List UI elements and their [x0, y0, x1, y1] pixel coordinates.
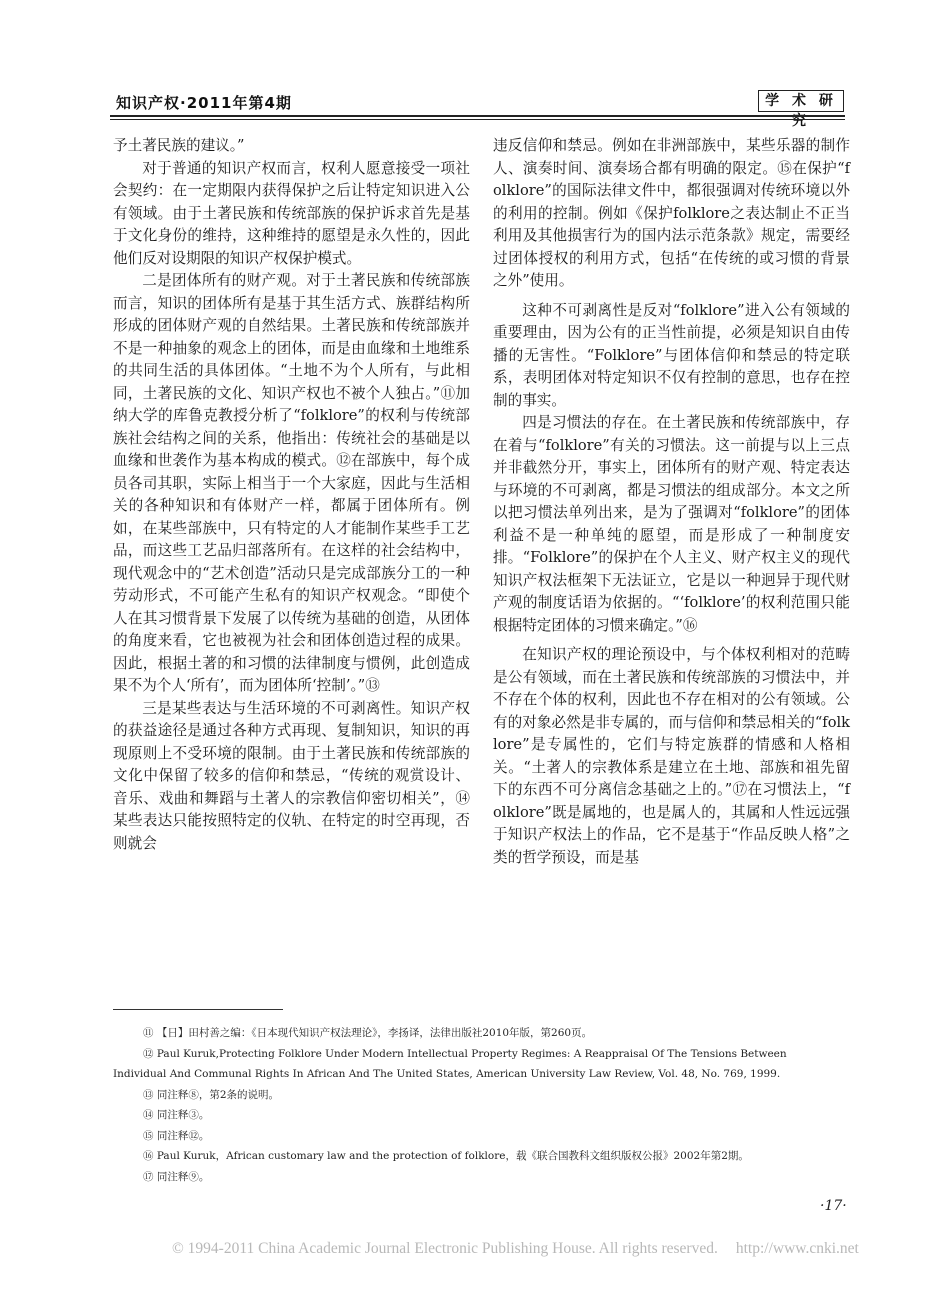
footnote: ⑰ 同注释⑨。	[143, 1170, 210, 1183]
header-rule-thin	[110, 119, 845, 120]
page-number: ·17·	[820, 1198, 847, 1214]
paragraph: 这种不可剥离性是反对“folklore”进入公有领域的重要理由，因为公有的正当性前提，必须是知识自由传播的无害性。“Folklore”与团体信仰和禁忌的特定联系，表明团体对特定知识不仅有控制的意思，也存在控制的事实。	[493, 301, 850, 409]
paragraph: 二是团体所有的财产观。对于土著民族和传统部族而言，知识的团体所有是基于其生活方式、族群结构所形成的团体财产观的自然结果。土著民族和传统部族并不是一种抽象的观念上的团体，而是由血缘和土地维系的共同生活的具体团体。“土地不为个人所有，与此相同，土著民族的文化、知识产权也不被个人独占。”⑪加纳大学的库鲁克教授分析了“folklore”的权利与传统部族社会结构之间的关系，他指出：传统社会的基础是以血缘和世袭作为基本构成的模式。⑫在部族中，每个成员各司其职，实际上相当于一个大家庭，因此与生活相关的各种知识和有体财产一样，都属于团体所有。例如，在某些部族中，只有特定的人才能制作某些手工艺品，而这些工艺品归部落所有。在这样的社会结构中，现代观念中的“艺术创造”活动只是完成部族分工的一种劳动形式，不可能产生私有的知识产权观念。“即使个人在其习惯背景下发展了以传统为基础的创造，从团体的角度来看，它也被视为社会和团体创造过程的成果。因此，根据土著的和习惯的法律制度与惯例，此创造成果不为个人‘所有’，而为团体所‘控制’。”⑬	[113, 272, 470, 694]
footnote: ⑯ Paul Kuruk，African customary law and the protection of folklore，载《联合国教科文组织版权公报》2002年第2期。	[143, 1150, 749, 1162]
paragraph: 违反信仰和禁忌。例如在非洲部族中，某些乐器的制作人、演奏时间、演奏场合都有明确的限定。⑮在保护“folklore”的国际法律文件中，都很强调对传统环境以外的利用的控制。例如《保护folklore之表达制止不正当利用及其他损害行为的国内法示范条款》规定，需要经过团体授权的利用方式，包括“在传统的或习惯的背景之外”使用。	[493, 137, 850, 289]
footnote: ⑫ Paul Kuruk,Protecting Folklore Under Modern Intellectual Property Regimes: A Reappraisal Of The Tensions Between	[143, 1047, 787, 1060]
header-rule	[110, 115, 845, 117]
right-column	[493, 135, 850, 869]
footnotes	[113, 1024, 848, 1188]
footnote: ⑬ 同注释⑧，第2条的说明。	[143, 1088, 280, 1101]
section-label: 学 术 研 究	[758, 90, 844, 112]
paragraph: 对于普通的知识产权而言，权利人愿意接受一项社会契约：在一定期限内获得保护之后让特定知识进入公有领域。由于土著民族和传统部族的保护诉求首先是基于文化身份的维持，这种维持的愿望是永久性的，因此他们反对设期限的知识产权保护模式。	[113, 159, 470, 267]
paragraph: 四是习惯法的存在。在土著民族和传统部族中，存在着与“folklore”有关的习惯法。这一前提与以上三点并非截然分开，事实上，团体所有的财产观、特定表达与环境的不可剥离，都是习惯法的组成部分。本文之所以把习惯法单列出来，是为了强调对“folklore”的团体利益不是一种单纯的愿望，而是形成了一种制度安排。“Folklore”的保护在个人主义、财产权主义的现代知识产权法框架下无法证立，它是以一种迥异于现代财产观的制度话语为依据的。“‘folklore’的权利范围只能根据特定团体的习惯来确定。”⑯	[493, 414, 850, 634]
copyright-watermark	[172, 1240, 859, 1258]
footnote: ⑪ 【日】田村善之编：《日本现代知识产权法理论》，李扬译，法律出版社2010年版，第260页。	[143, 1027, 593, 1039]
footnote-rule	[113, 1009, 283, 1010]
journal-header: 知识产权·2011年第4期	[116, 94, 292, 112]
footnote: ⑭ 同注释③。	[143, 1109, 210, 1121]
footnote-continuation: Individual And Communal Rights In African And The United States, American University Law Review, Vol. 48, No. 769, 1999.	[113, 1068, 781, 1080]
paragraph: 予土著民族的建议。”	[113, 137, 245, 154]
left-column	[113, 135, 470, 855]
footnote: ⑮ 同注释⑫。	[143, 1129, 210, 1142]
paragraph: 在知识产权的理论预设中，与个体权利相对的范畴是公有领域，而在土著民族和传统部族的习惯法中，并不存在个体的权利，因此也不存在相对的公有领域。公有的对象必然是非专属的，而与信仰和禁忌相关的“folklore”是专属性的，它们与特定族群的情感和人格相关。“土著人的宗教体系是建立在土地、部族和祖先留下的东西不可分离信念基础之上的。”⑰在习惯法上，“folklore”既是属地的，也是属人的，其属和人性远远强于知识产权法上的作品，它不是基于“作品反映人格”之类的哲学预设，而是基	[493, 646, 850, 866]
paragraph: 三是某些表达与生活环境的不可剥离性。知识产权的获益途径是通过各种方式再现、复制知识，知识的再现原则上不受环境的限制。由于土著民族和传统部族的文化中保留了较多的信仰和禁忌，“传统的观赏设计、音乐、戏曲和舞蹈与土著人的宗教信仰密切相关”，⑭某些表达只能按照特定的仪轨、在特定的时空再现，否则就会	[113, 699, 470, 852]
copyright-url[interactable]: http://www.cnki.net	[735, 1240, 859, 1257]
copyright-text: © 1994-2011 China Academic Journal Electronic Publishing House. All rights reserved.	[172, 1240, 718, 1257]
